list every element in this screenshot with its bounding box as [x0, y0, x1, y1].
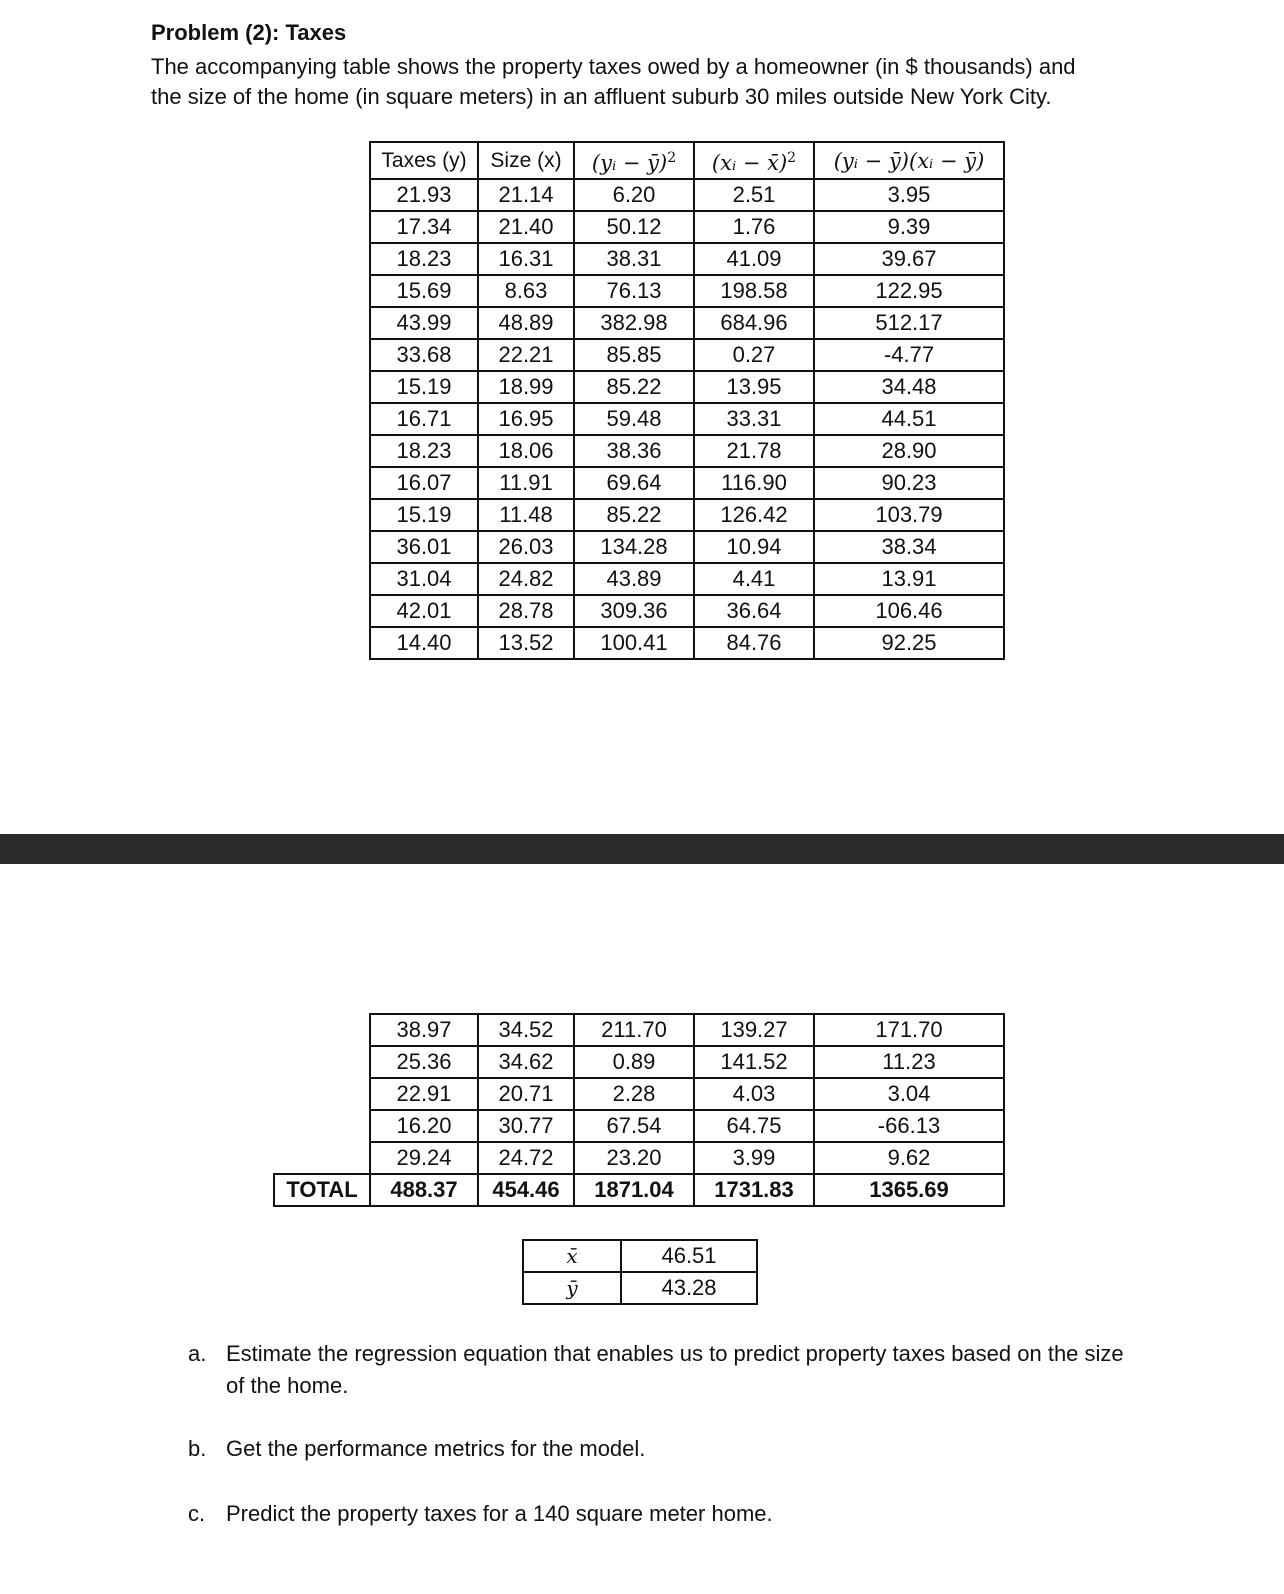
cell-taxes: 25.36 [370, 1046, 478, 1078]
cell-size: 30.77 [478, 1110, 574, 1142]
cell-cross-product: -66.13 [814, 1110, 1004, 1142]
table-row [370, 179, 1004, 211]
table-row [370, 467, 1004, 499]
cell-taxes: 31.04 [370, 563, 478, 595]
table-row [370, 627, 1004, 659]
cell-cross-product: 122.95 [814, 275, 1004, 307]
table-header-row [370, 142, 1004, 179]
mean-y-label: ȳ [523, 1272, 621, 1304]
cell-cross-product: 106.46 [814, 595, 1004, 627]
total-dev-x-squared: 1731.83 [694, 1174, 814, 1206]
cell-size: 13.52 [478, 627, 574, 659]
table-row [274, 1014, 1004, 1046]
total-label: TOTAL [274, 1174, 370, 1206]
cell-dev-y-squared: 6.20 [574, 179, 694, 211]
cell-size: 34.62 [478, 1046, 574, 1078]
cell-size: 20.71 [478, 1078, 574, 1110]
question-c-letter: c. [188, 1501, 206, 1526]
cell-cross-product: 13.91 [814, 563, 1004, 595]
cell-dev-y-squared: 85.85 [574, 339, 694, 371]
cell-taxes: 33.68 [370, 339, 478, 371]
cell-cross-product: 9.62 [814, 1142, 1004, 1174]
cell-size: 24.72 [478, 1142, 574, 1174]
blank-cell [274, 1142, 370, 1174]
problem-title: Problem (2): Taxes [151, 20, 347, 45]
cell-dev-y-squared: 38.36 [574, 435, 694, 467]
cell-dev-x-squared: 1.76 [694, 211, 814, 243]
cell-cross-product: -4.77 [814, 339, 1004, 371]
cell-dev-y-squared: 59.48 [574, 403, 694, 435]
cell-size: 34.52 [478, 1014, 574, 1046]
cell-taxes: 18.23 [370, 435, 478, 467]
tax-data-table [369, 141, 1005, 660]
cell-dev-y-squared: 382.98 [574, 307, 694, 339]
blank-cell [274, 1110, 370, 1142]
cell-dev-x-squared: 36.64 [694, 595, 814, 627]
total-cross-product: 1365.69 [814, 1174, 1004, 1206]
cell-taxes: 16.71 [370, 403, 478, 435]
cell-dev-x-squared: 4.41 [694, 563, 814, 595]
total-size: 454.46 [478, 1174, 574, 1206]
cell-taxes: 17.34 [370, 211, 478, 243]
table-row [370, 339, 1004, 371]
question-a-letter: a. [188, 1341, 207, 1366]
table-row [370, 435, 1004, 467]
cell-dev-y-squared: 100.41 [574, 627, 694, 659]
cell-cross-product: 11.23 [814, 1046, 1004, 1078]
cell-cross-product: 39.67 [814, 243, 1004, 275]
cell-taxes: 22.91 [370, 1078, 478, 1110]
tax-data-table-continued [273, 1013, 1005, 1207]
cell-size: 28.78 [478, 595, 574, 627]
cell-cross-product: 3.95 [814, 179, 1004, 211]
cell-taxes: 16.20 [370, 1110, 478, 1142]
cell-taxes: 15.69 [370, 275, 478, 307]
cell-dev-x-squared: 2.51 [694, 179, 814, 211]
header-size: Size (x) [478, 142, 574, 179]
cell-dev-y-squared: 134.28 [574, 531, 694, 563]
cell-size: 26.03 [478, 531, 574, 563]
cell-dev-y-squared: 38.31 [574, 243, 694, 275]
cell-dev-x-squared: 126.42 [694, 499, 814, 531]
cell-dev-y-squared: 23.20 [574, 1142, 694, 1174]
table-row [274, 1142, 1004, 1174]
table-row [274, 1110, 1004, 1142]
cell-cross-product: 3.04 [814, 1078, 1004, 1110]
table-row [274, 1078, 1004, 1110]
cell-dev-y-squared: 43.89 [574, 563, 694, 595]
total-taxes: 488.37 [370, 1174, 478, 1206]
cell-dev-x-squared: 0.27 [694, 339, 814, 371]
cell-dev-x-squared: 4.03 [694, 1078, 814, 1110]
cell-dev-y-squared: 0.89 [574, 1046, 694, 1078]
cell-size: 11.48 [478, 499, 574, 531]
cell-size: 16.31 [478, 243, 574, 275]
table-row [370, 275, 1004, 307]
mean-x-value: 46.51 [621, 1240, 757, 1272]
cell-size: 18.06 [478, 435, 574, 467]
cell-dev-y-squared: 309.36 [574, 595, 694, 627]
cell-dev-x-squared: 84.76 [694, 627, 814, 659]
question-b-text: Get the performance metrics for the model. [226, 1436, 646, 1461]
means-table [522, 1239, 758, 1305]
table-row [370, 531, 1004, 563]
header-dev-y-squared: (yᵢ − ȳ)$^2$ [574, 142, 694, 179]
cell-size: 8.63 [478, 275, 574, 307]
cell-dev-y-squared: 69.64 [574, 467, 694, 499]
cell-taxes: 15.19 [370, 371, 478, 403]
total-dev-y-squared: 1871.04 [574, 1174, 694, 1206]
problem-intro [151, 52, 1151, 112]
intro-line-2: the size of the home (in square meters) in an affluent suburb 30 miles outside New York City. [151, 84, 1052, 109]
cell-size: 18.99 [478, 371, 574, 403]
cell-size: 21.40 [478, 211, 574, 243]
cell-dev-x-squared: 198.58 [694, 275, 814, 307]
cell-taxes: 14.40 [370, 627, 478, 659]
cell-cross-product: 103.79 [814, 499, 1004, 531]
cell-dev-y-squared: 50.12 [574, 211, 694, 243]
table-row [370, 211, 1004, 243]
cell-size: 22.21 [478, 339, 574, 371]
cell-dev-x-squared: 33.31 [694, 403, 814, 435]
cell-cross-product: 38.34 [814, 531, 1004, 563]
cell-dev-x-squared: 10.94 [694, 531, 814, 563]
cell-dev-y-squared: 67.54 [574, 1110, 694, 1142]
cell-dev-x-squared: 21.78 [694, 435, 814, 467]
cell-dev-x-squared: 3.99 [694, 1142, 814, 1174]
blank-cell [274, 1078, 370, 1110]
cell-dev-x-squared: 116.90 [694, 467, 814, 499]
cell-taxes: 29.24 [370, 1142, 478, 1174]
cell-dev-x-squared: 64.75 [694, 1110, 814, 1142]
cell-cross-product: 28.90 [814, 435, 1004, 467]
table-row [274, 1046, 1004, 1078]
cell-taxes: 16.07 [370, 467, 478, 499]
header-cross-product: (yᵢ − ȳ)(xᵢ − ȳ) [814, 142, 1004, 179]
cell-cross-product: 90.23 [814, 467, 1004, 499]
question-b-letter: b. [188, 1436, 207, 1461]
cell-cross-product: 512.17 [814, 307, 1004, 339]
cell-cross-product: 44.51 [814, 403, 1004, 435]
cell-cross-product: 9.39 [814, 211, 1004, 243]
cell-size: 16.95 [478, 403, 574, 435]
header-taxes: Taxes (y) [370, 142, 478, 179]
cell-cross-product: 92.25 [814, 627, 1004, 659]
cell-taxes: 21.93 [370, 179, 478, 211]
cell-dev-x-squared: 139.27 [694, 1014, 814, 1046]
question-a-text: Estimate the regression equation that enables us to predict property taxes based on the size of the home. [226, 1341, 1124, 1398]
table-row [370, 403, 1004, 435]
table-row [370, 243, 1004, 275]
table-row [370, 595, 1004, 627]
mean-x-label: x̄ [523, 1240, 621, 1272]
header-dev-x-squared: (xᵢ − x̄)$^2$ [694, 142, 814, 179]
mean-y-value: 43.28 [621, 1272, 757, 1304]
cell-dev-y-squared: 76.13 [574, 275, 694, 307]
cell-dev-y-squared: 85.22 [574, 499, 694, 531]
page-divider-band [0, 834, 1284, 864]
mean-y-row [523, 1272, 757, 1304]
cell-taxes: 43.99 [370, 307, 478, 339]
cell-size: 21.14 [478, 179, 574, 211]
cell-dev-x-squared: 684.96 [694, 307, 814, 339]
cell-taxes: 42.01 [370, 595, 478, 627]
cell-size: 48.89 [478, 307, 574, 339]
cell-size: 24.82 [478, 563, 574, 595]
blank-cell [274, 1046, 370, 1078]
intro-line-1: The accompanying table shows the property taxes owed by a homeowner (in $ thousands) and [151, 54, 1076, 79]
cell-cross-product: 171.70 [814, 1014, 1004, 1046]
mean-x-row [523, 1240, 757, 1272]
table-row [370, 499, 1004, 531]
cell-dev-y-squared: 2.28 [574, 1078, 694, 1110]
cell-taxes: 15.19 [370, 499, 478, 531]
cell-taxes: 36.01 [370, 531, 478, 563]
question-c-text: Predict the property taxes for a 140 square meter home. [226, 1501, 773, 1526]
cell-taxes: 38.97 [370, 1014, 478, 1046]
cell-dev-y-squared: 85.22 [574, 371, 694, 403]
table-row [370, 563, 1004, 595]
blank-cell [274, 1014, 370, 1046]
table-row [370, 371, 1004, 403]
totals-row [274, 1174, 1004, 1206]
cell-dev-y-squared: 211.70 [574, 1014, 694, 1046]
cell-dev-x-squared: 141.52 [694, 1046, 814, 1078]
cell-taxes: 18.23 [370, 243, 478, 275]
table-row [370, 307, 1004, 339]
cell-dev-x-squared: 13.95 [694, 371, 814, 403]
cell-size: 11.91 [478, 467, 574, 499]
cell-dev-x-squared: 41.09 [694, 243, 814, 275]
cell-cross-product: 34.48 [814, 371, 1004, 403]
